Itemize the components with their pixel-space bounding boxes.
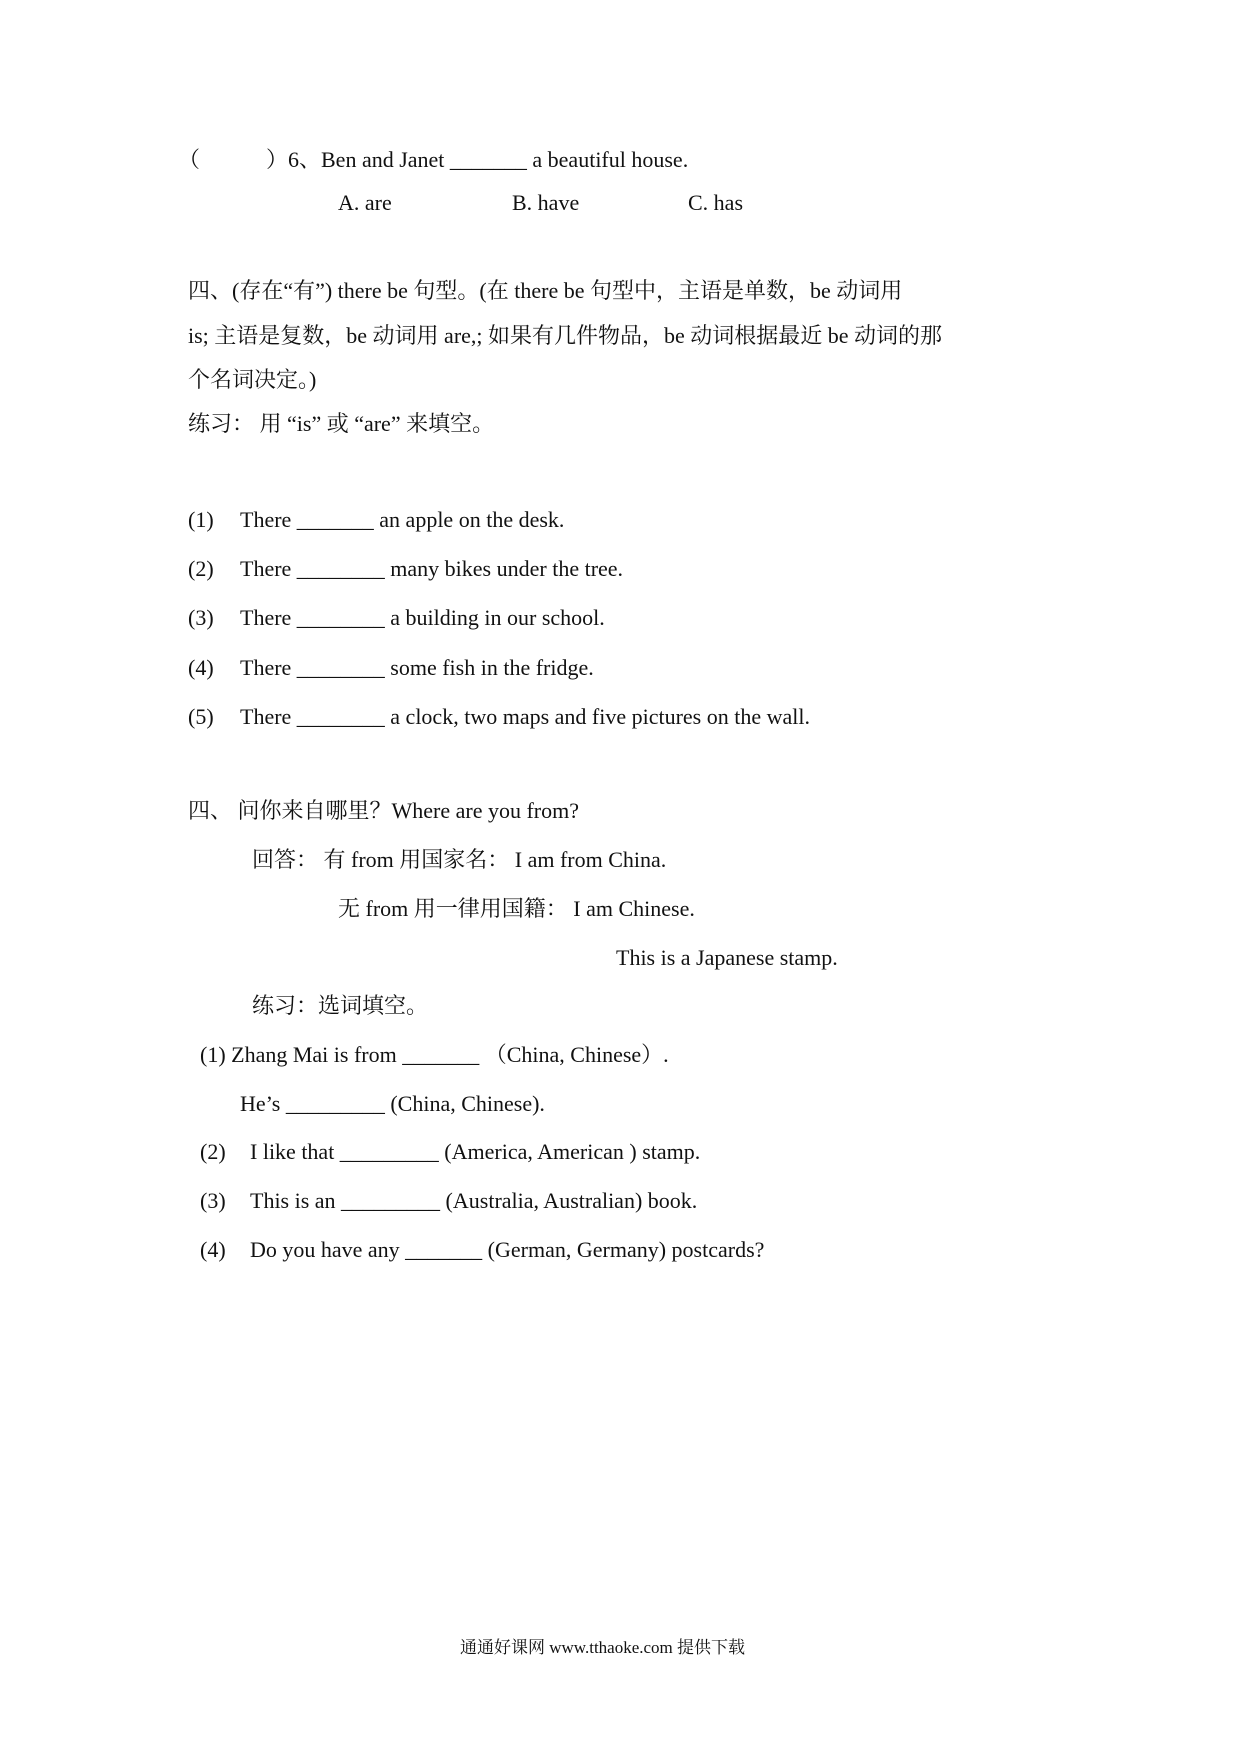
answer-line-2: 无 from 用一律用国籍： I am Chinese. [338, 896, 695, 921]
item-number: (4) [200, 1237, 226, 1262]
where-item-1a: (1) Zhang Mai is from _______ （China, Chinese）. [200, 1042, 669, 1067]
q6-option-a: A. are [338, 190, 392, 215]
item-number: (3) [200, 1188, 226, 1213]
there-be-intro-line-3: 个名词决定。) [188, 367, 317, 392]
item-number: (5) [188, 704, 214, 729]
item-text: I like that _________ (America, American ) stamp. [250, 1139, 701, 1164]
answer-line-1: 回答： 有 from 用国家名： I am from China. [252, 847, 667, 872]
item-text: There ________ some fish in the fridge. [240, 655, 594, 680]
item-text: Do you have any _______ (German, Germany) postcards? [250, 1237, 765, 1262]
item-text: This is an _________ (Australia, Australian) book. [250, 1188, 698, 1213]
item-number: (2) [200, 1139, 226, 1164]
item-text: There _______ an apple on the desk. [240, 507, 565, 532]
where-item-1b: He’s _________ (China, Chinese). [240, 1091, 545, 1116]
item-number: (2) [188, 556, 214, 581]
item-text: There ________ many bikes under the tree. [240, 556, 624, 581]
question-6: （ ）6、Ben and Janet _______ a beautiful house. [178, 147, 689, 172]
where-practice-title: 练习：选词填空。 [252, 993, 429, 1018]
q6-option-c: C. has [688, 190, 743, 215]
answer-line-3: This is a Japanese stamp. [616, 945, 838, 970]
there-be-intro-line-2: is; 主语是复数，be 动词用 are,; 如果有几件物品，be 动词根据最近 be 动词的那 [188, 323, 943, 348]
there-be-practice-title: 练习： 用 “is” 或 “are” 来填空。 [188, 411, 495, 436]
where-from-title: 四、 问你来自哪里？Where are you from? [188, 798, 580, 823]
item-text: There ________ a building in our school. [240, 605, 605, 630]
item-number: (1) [188, 507, 214, 532]
there-be-intro-line-1: 四、(存在“有”) there be 句型。(在 there be 句型中，主语是单数，be 动词用 [188, 278, 903, 303]
page-footer: 通通好课网 www.tthaoke.com 提供下载 [460, 1638, 746, 1657]
item-text: There ________ a clock, two maps and five pictures on the wall. [240, 704, 811, 729]
item-number: (4) [188, 655, 214, 680]
q6-option-b: B. have [512, 190, 580, 215]
item-number: (3) [188, 605, 214, 630]
